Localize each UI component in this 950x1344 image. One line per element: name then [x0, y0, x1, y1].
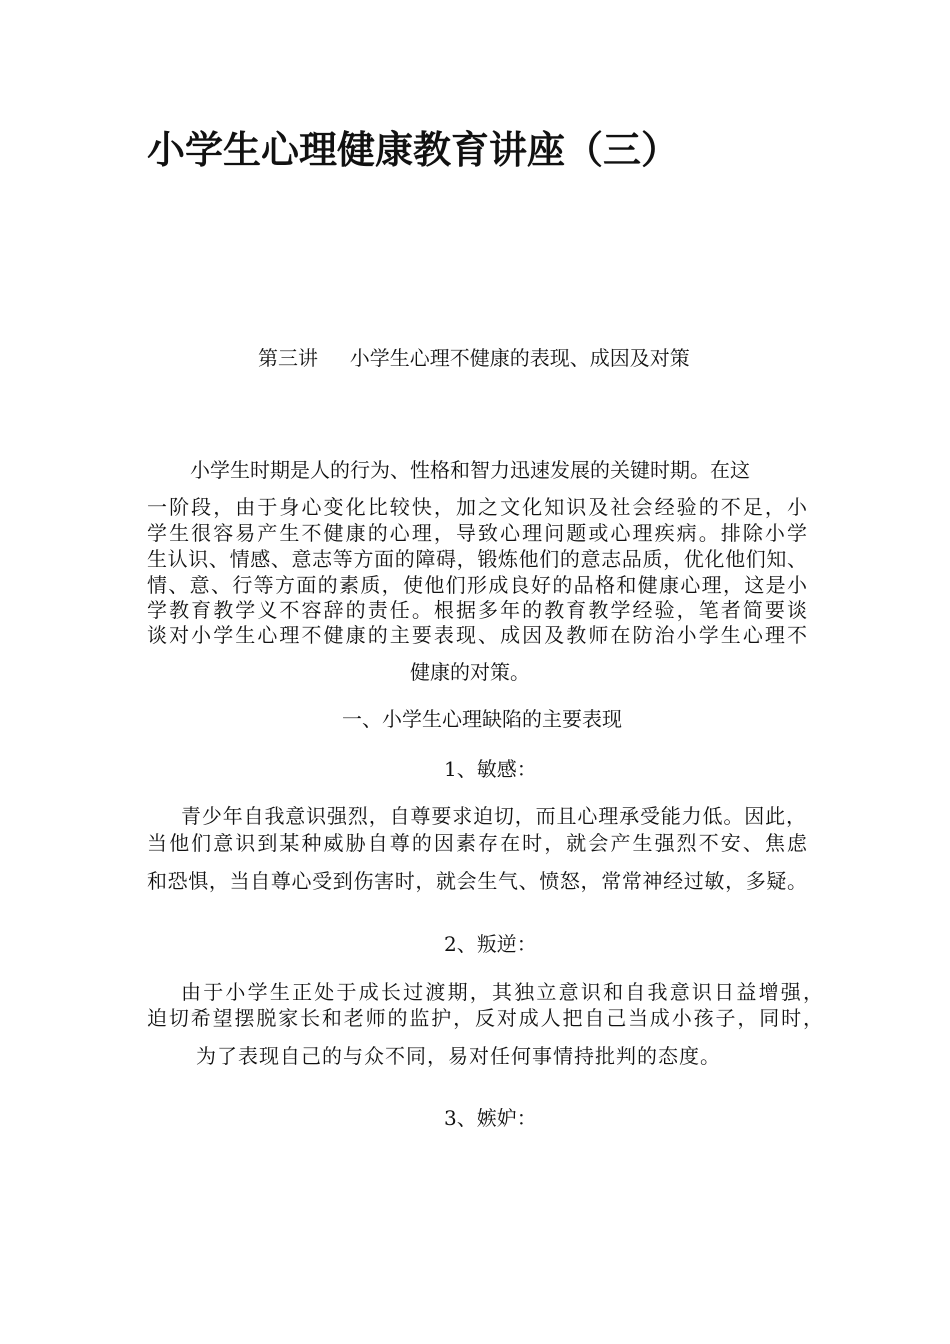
- intro-line: 学教育教学义不容辞的责任。根据多年的教育教学经验，笔者简要谈: [147, 598, 807, 622]
- intro-line: 情、意、行等方面的素质，使他们形成良好的品格和健康心理，这是小: [147, 573, 807, 597]
- lecture-subtitle: 第三讲 小学生心理不健康的表现、成因及对策: [258, 346, 690, 370]
- item-line: 为了表现自己的与众不同，易对任何事情持批判的态度。: [196, 1044, 721, 1068]
- item-line: 当他们意识到某种威胁自尊的因素存在时，就会产生强烈不安、焦虑: [147, 831, 807, 855]
- item-line: 和恐惧，当自尊心受到伤害时，就会生气、愤怒，常常神经过敏，多疑。: [147, 869, 807, 893]
- intro-line: 生认识、情感、意志等方面的障碍，锻炼他们的意志品质，优化他们知、: [147, 547, 807, 571]
- section-heading: 一、小学生心理缺陷的主要表现: [342, 707, 622, 731]
- intro-line: 一阶段，由于身心变化比较快，加之文化知识及社会经验的不足，小: [147, 495, 807, 519]
- intro-line: 学生很容易产生不健康的心理，导致心理问题或心理疾病。排除小学: [147, 521, 807, 545]
- item-line: 由于小学生正处于成长过渡期，其独立意识和自我意识日益增强，: [181, 980, 823, 1004]
- intro-line: 健康的对策。: [410, 660, 530, 684]
- intro-line: 小学生时期是人的行为、性格和智力迅速发展的关键时期。在这: [190, 458, 750, 482]
- item-heading: 3、嫉妒：: [444, 1106, 537, 1130]
- item-heading: 2、叛逆：: [444, 932, 537, 956]
- document-title: 小学生心理健康教育讲座（三）: [147, 128, 680, 172]
- item-line: 迫切希望摆脱家长和老师的监护，反对成人把自己当成小孩子，同时，: [147, 1006, 823, 1030]
- item-line: 青少年自我意识强烈，自尊要求迫切，而且心理承受能力低。因此，: [181, 804, 806, 828]
- intro-line: 谈对小学生心理不健康的主要表现、成因及教师在防治小学生心理不: [147, 623, 807, 647]
- item-heading: 1、敏感：: [444, 757, 537, 781]
